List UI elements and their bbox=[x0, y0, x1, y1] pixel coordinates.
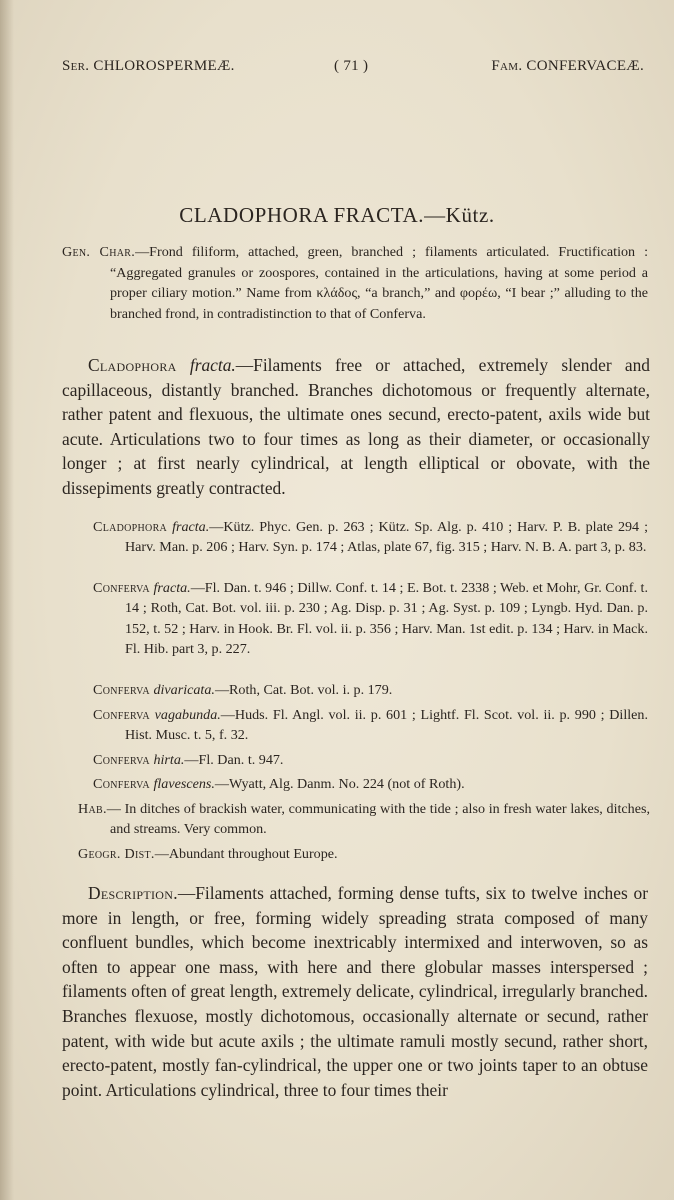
synonym-species: divaricata. bbox=[153, 682, 215, 698]
geographic-distribution bbox=[78, 844, 650, 864]
synonym-species: flavescens. bbox=[153, 776, 215, 792]
synonym-citation: —Wyatt, Alg. Danm. No. 224 (not of Roth). bbox=[214, 776, 465, 792]
synonym-citation: —Roth, Cat. Bot. vol. i. p. 179. bbox=[214, 682, 393, 698]
synonym-entry bbox=[93, 578, 648, 659]
synonym-genus: Conferva bbox=[93, 580, 150, 596]
geographic-text: —Abundant throughout Europe. bbox=[154, 846, 338, 862]
page-number: ( 71 ) bbox=[334, 58, 369, 74]
habitat-text: — In ditches of brackish water, communicating with the tide ; also in fresh water lakes, ditches, and streams. Very common. bbox=[106, 801, 650, 838]
synonym-entry bbox=[93, 680, 648, 700]
synonym-species: fracta. bbox=[172, 519, 210, 535]
gen-char-text: —Frond filiform, attached, green, branched ; filaments articulated. Fructification : “Aggregated granules or zoospores, contained in the articulations, having at some period a proper ciliary motion.” Name from κλάδος, “a branch,” and φορέω, “I bear ;” alluding to the branched frond, in contradistinction to that of Conferva. bbox=[110, 244, 648, 322]
diagnosis-text: —Filaments free or attached, extremely slender and capillaceous, distantly branched. Branches dichotomous or frequently alternate, rather patent and flexuous, the ultimate ones secund, erecto-patent, axils wide but acute. Articulations two to four times as long as their diameter, or occasionally longer ; at first nearly cylindrical, at length elliptical or obovate, with the dissepiments greatly contracted. bbox=[62, 355, 650, 498]
habitat-section bbox=[78, 799, 650, 840]
running-head-right: Fam. CONFERVACEÆ. bbox=[491, 58, 644, 74]
synonym-citation: —Fl. Dan. t. 946 ; Dillw. Conf. t. 14 ; E. Bot. t. 2338 ; Web. et Mohr, Gr. Conf. t. 14 ; Roth, Cat. Bot. vol. iii. p. 230 ; Ag. Disp. p. 31 ; Ag. Syst. p. 109 ; Lyngb. Hyd. Dan. p. 152, t. 52 ; Harv. in Hook. Br. Fl. vol. ii. p. 356 ; Harv. Man. 1st edit. p. 134 ; Harv. in Mack. Fl. Hib. part 3, p. 227. bbox=[125, 580, 648, 657]
synonym-genus: Conferva bbox=[93, 752, 150, 768]
synonym-genus: Conferva bbox=[93, 682, 150, 698]
description-text: —Filaments attached, forming dense tufts, six to twelve inches or more in length, or free, forming widely spreading strata composed of many confluent bundles, which become inextricably intermixed and interwoven, so as often to appear one mass, with here and there globular masses interspersed ; filaments often of great length, extremely delicate, cylindrical, irregularly branched. Branches flexuose, mostly dichotomous, occasionally alternate or secund, rather patent, with wide but acute axils ; the ultimate ramuli mostly secund, rather short, erecto-patent, mostly fan-cylindrical, the upper one or two joints taper to an obtuse point. Articulations cylindrical, three to four times their bbox=[62, 883, 648, 1100]
description-label: Description. bbox=[88, 883, 178, 903]
synonym-entry bbox=[93, 705, 648, 746]
synonym-species: hirta. bbox=[153, 752, 185, 768]
description-section bbox=[62, 881, 648, 1102]
synonym-genus: Conferva bbox=[93, 776, 150, 792]
synonym-species: fracta. bbox=[153, 580, 191, 596]
synonym-citation: —Fl. Dan. t. 947. bbox=[184, 752, 284, 768]
synonym-citation: —Kütz. Phyc. Gen. p. 263 ; Kütz. Sp. Alg. p. 410 ; Harv. P. B. plate 294 ; Harv. Man. p. 206 ; Harv. Syn. p. 174 ; Atlas, plate 67, fig. 315 ; Harv. N. B. A. part 3, p. 83. bbox=[125, 519, 648, 556]
synonym-entry bbox=[93, 774, 648, 794]
diagnosis-species: fracta. bbox=[189, 355, 236, 375]
synonym-entry bbox=[93, 517, 648, 558]
running-head-left: Ser. CHLOROSPERMEÆ. bbox=[62, 58, 235, 74]
generic-character bbox=[62, 242, 648, 324]
gen-char-label: Gen. Char. bbox=[62, 244, 136, 260]
species-title: CLADOPHORA FRACTA.—Kütz. bbox=[179, 203, 495, 227]
synonym-genus: Cladophora bbox=[93, 519, 168, 535]
synonym-species: vagabunda. bbox=[154, 707, 221, 723]
species-diagnosis bbox=[62, 353, 650, 501]
diagnosis-genus: Cladophora bbox=[88, 355, 177, 375]
synonym-citation: —Huds. Fl. Angl. vol. ii. p. 601 ; Lightf. Fl. Scot. vol. ii. p. 990 ; Dillen. Hist. Musc. t. 5, f. 32. bbox=[125, 707, 648, 744]
synonym-genus: Conferva bbox=[93, 707, 150, 723]
synonym-entry bbox=[93, 750, 648, 770]
page-gutter-shadow bbox=[0, 0, 14, 1200]
habitat-label: Hab. bbox=[78, 801, 107, 817]
geographic-label: Geogr. Dist. bbox=[78, 846, 155, 862]
